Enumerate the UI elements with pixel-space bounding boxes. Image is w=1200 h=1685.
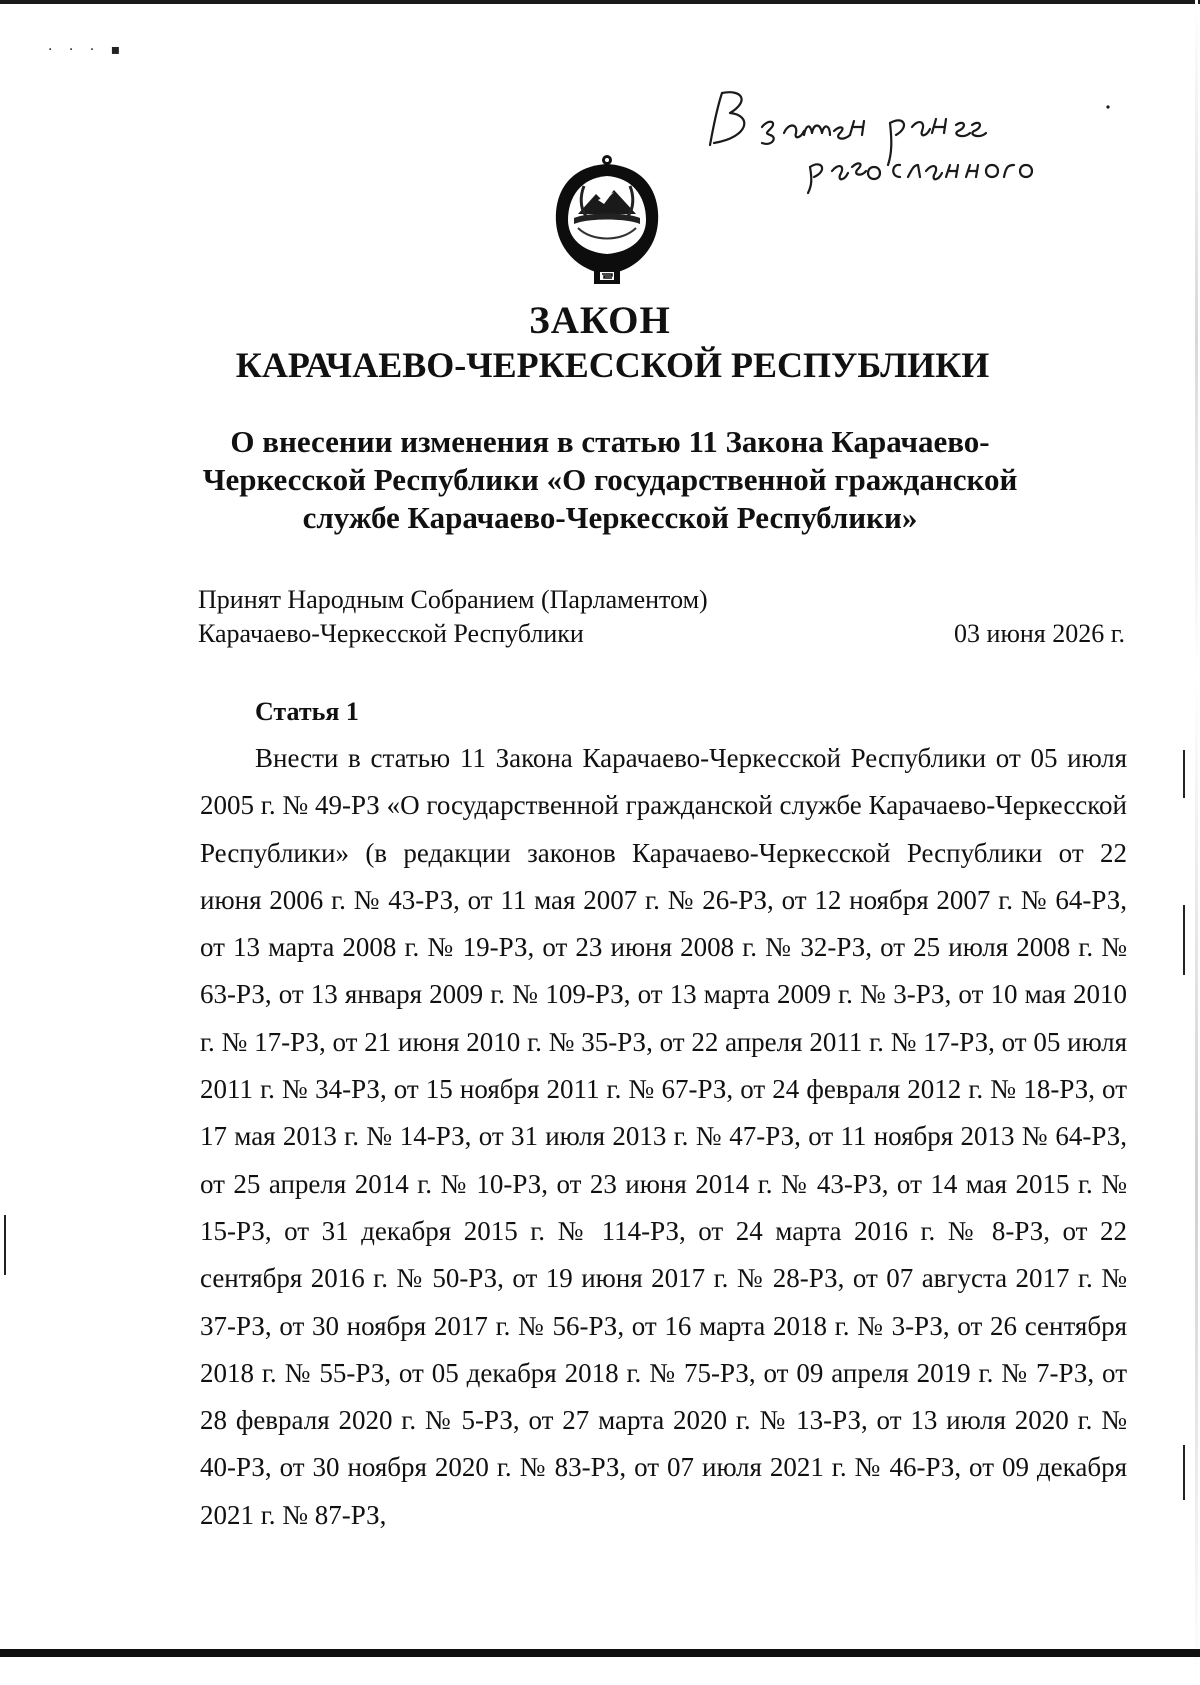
article-body: Внести в статью 11 Закона Карачаево-Черкесской Республики от 05 июля 2005 г. № 49-РЗ «О государственной гражданской службе Карачаево-Черкесской Республики» (в редакции законов Карачаево-Черкесской Республики от 22 июня 2006 г. № 43-РЗ, от 11 мая 2007 г. № 26-РЗ, от 12 ноября 2007 г. № 64-РЗ, от 13 марта 2008 г. № 19-РЗ, от 23 июня 2008 г. № 32-РЗ, от 25 июля 2008 г. № 63-РЗ, от 13 января 2009 г. № 109-РЗ, от 13 марта 2009 г. № 3-РЗ, от 10 мая 2010 г. № 17-РЗ, от 21 июня 2010 г. № 35-РЗ, от 22 апреля 2011 г. № 17-РЗ, от 05 июля 2011 г. № 34-РЗ, от 15 ноября 2011 г. № 67-РЗ, от 24 февраля 2012 г. № 18-РЗ, от 17 мая 2013 г. № 14-РЗ, от 31 июля 2013 г. № 47-РЗ, от 11 ноября 2013 № 64-РЗ, от 25 апреля 2014 г. № 10-РЗ, от 23 июня 2014 г. № 43-РЗ, от 14 мая 2015 г. № 15-РЗ, от 31 декабря 2015 г. № 114-РЗ, от 24 марта 2016 г. № 8-РЗ, от 22 сентября 2016 г. № 50-РЗ, от 19 июня 2017 г. № 28-РЗ, от 07 августа 2017 г. № 37-РЗ, от 30 ноября 2017 г. № 56-РЗ, от 16 марта 2018 г. № 3-РЗ, от 26 сентября 2018 г. № 55-РЗ, от 05 декабря 2018 г. № 75-РЗ, от 09 апреля 2019 г. № 7-РЗ, от 28 февраля 2020 г. № 5-РЗ, от 27 марта 2020 г. № 13-РЗ, от 13 июля 2020 г. № 40-РЗ, от 30 ноября 2020 г. № 83-РЗ, от 07 июля 2021 г. № 46-РЗ, от 09 декабря 2021 г. № 87-РЗ,	[200, 743, 1127, 1530]
scan-edge-bottom	[0, 1649, 1200, 1657]
margin-mark-left	[4, 1215, 6, 1275]
scan-edge-top	[0, 0, 1200, 4]
margin-mark-right	[1183, 1445, 1185, 1500]
margin-mark-right	[1183, 905, 1185, 975]
article-heading: Статья 1	[255, 697, 359, 726]
law-title: ЗАКОН	[529, 299, 671, 342]
scan-edge-right	[1195, 0, 1198, 1685]
adopted-by: Принят Народным Собранием (Парламентом) Карачаево-Черкесской Республики	[198, 585, 708, 648]
scan-specks: · · · ▪	[48, 42, 127, 58]
republic-title: КАРАЧАЕВО-ЧЕРКЕССКОЙ РЕСПУБЛИКИ	[235, 345, 990, 385]
coat-of-arms-icon	[548, 152, 666, 290]
handwritten-note	[700, 75, 1130, 195]
margin-mark-right	[1183, 750, 1185, 798]
adoption-date: 03 июня 2026 г.	[954, 619, 1125, 648]
law-subject: О внесении изменения в статью 11 Закона Карачаево-Черкесской Республики «О государственной гражданской службе Карачаево-Черкесской Республики»	[202, 424, 1018, 535]
